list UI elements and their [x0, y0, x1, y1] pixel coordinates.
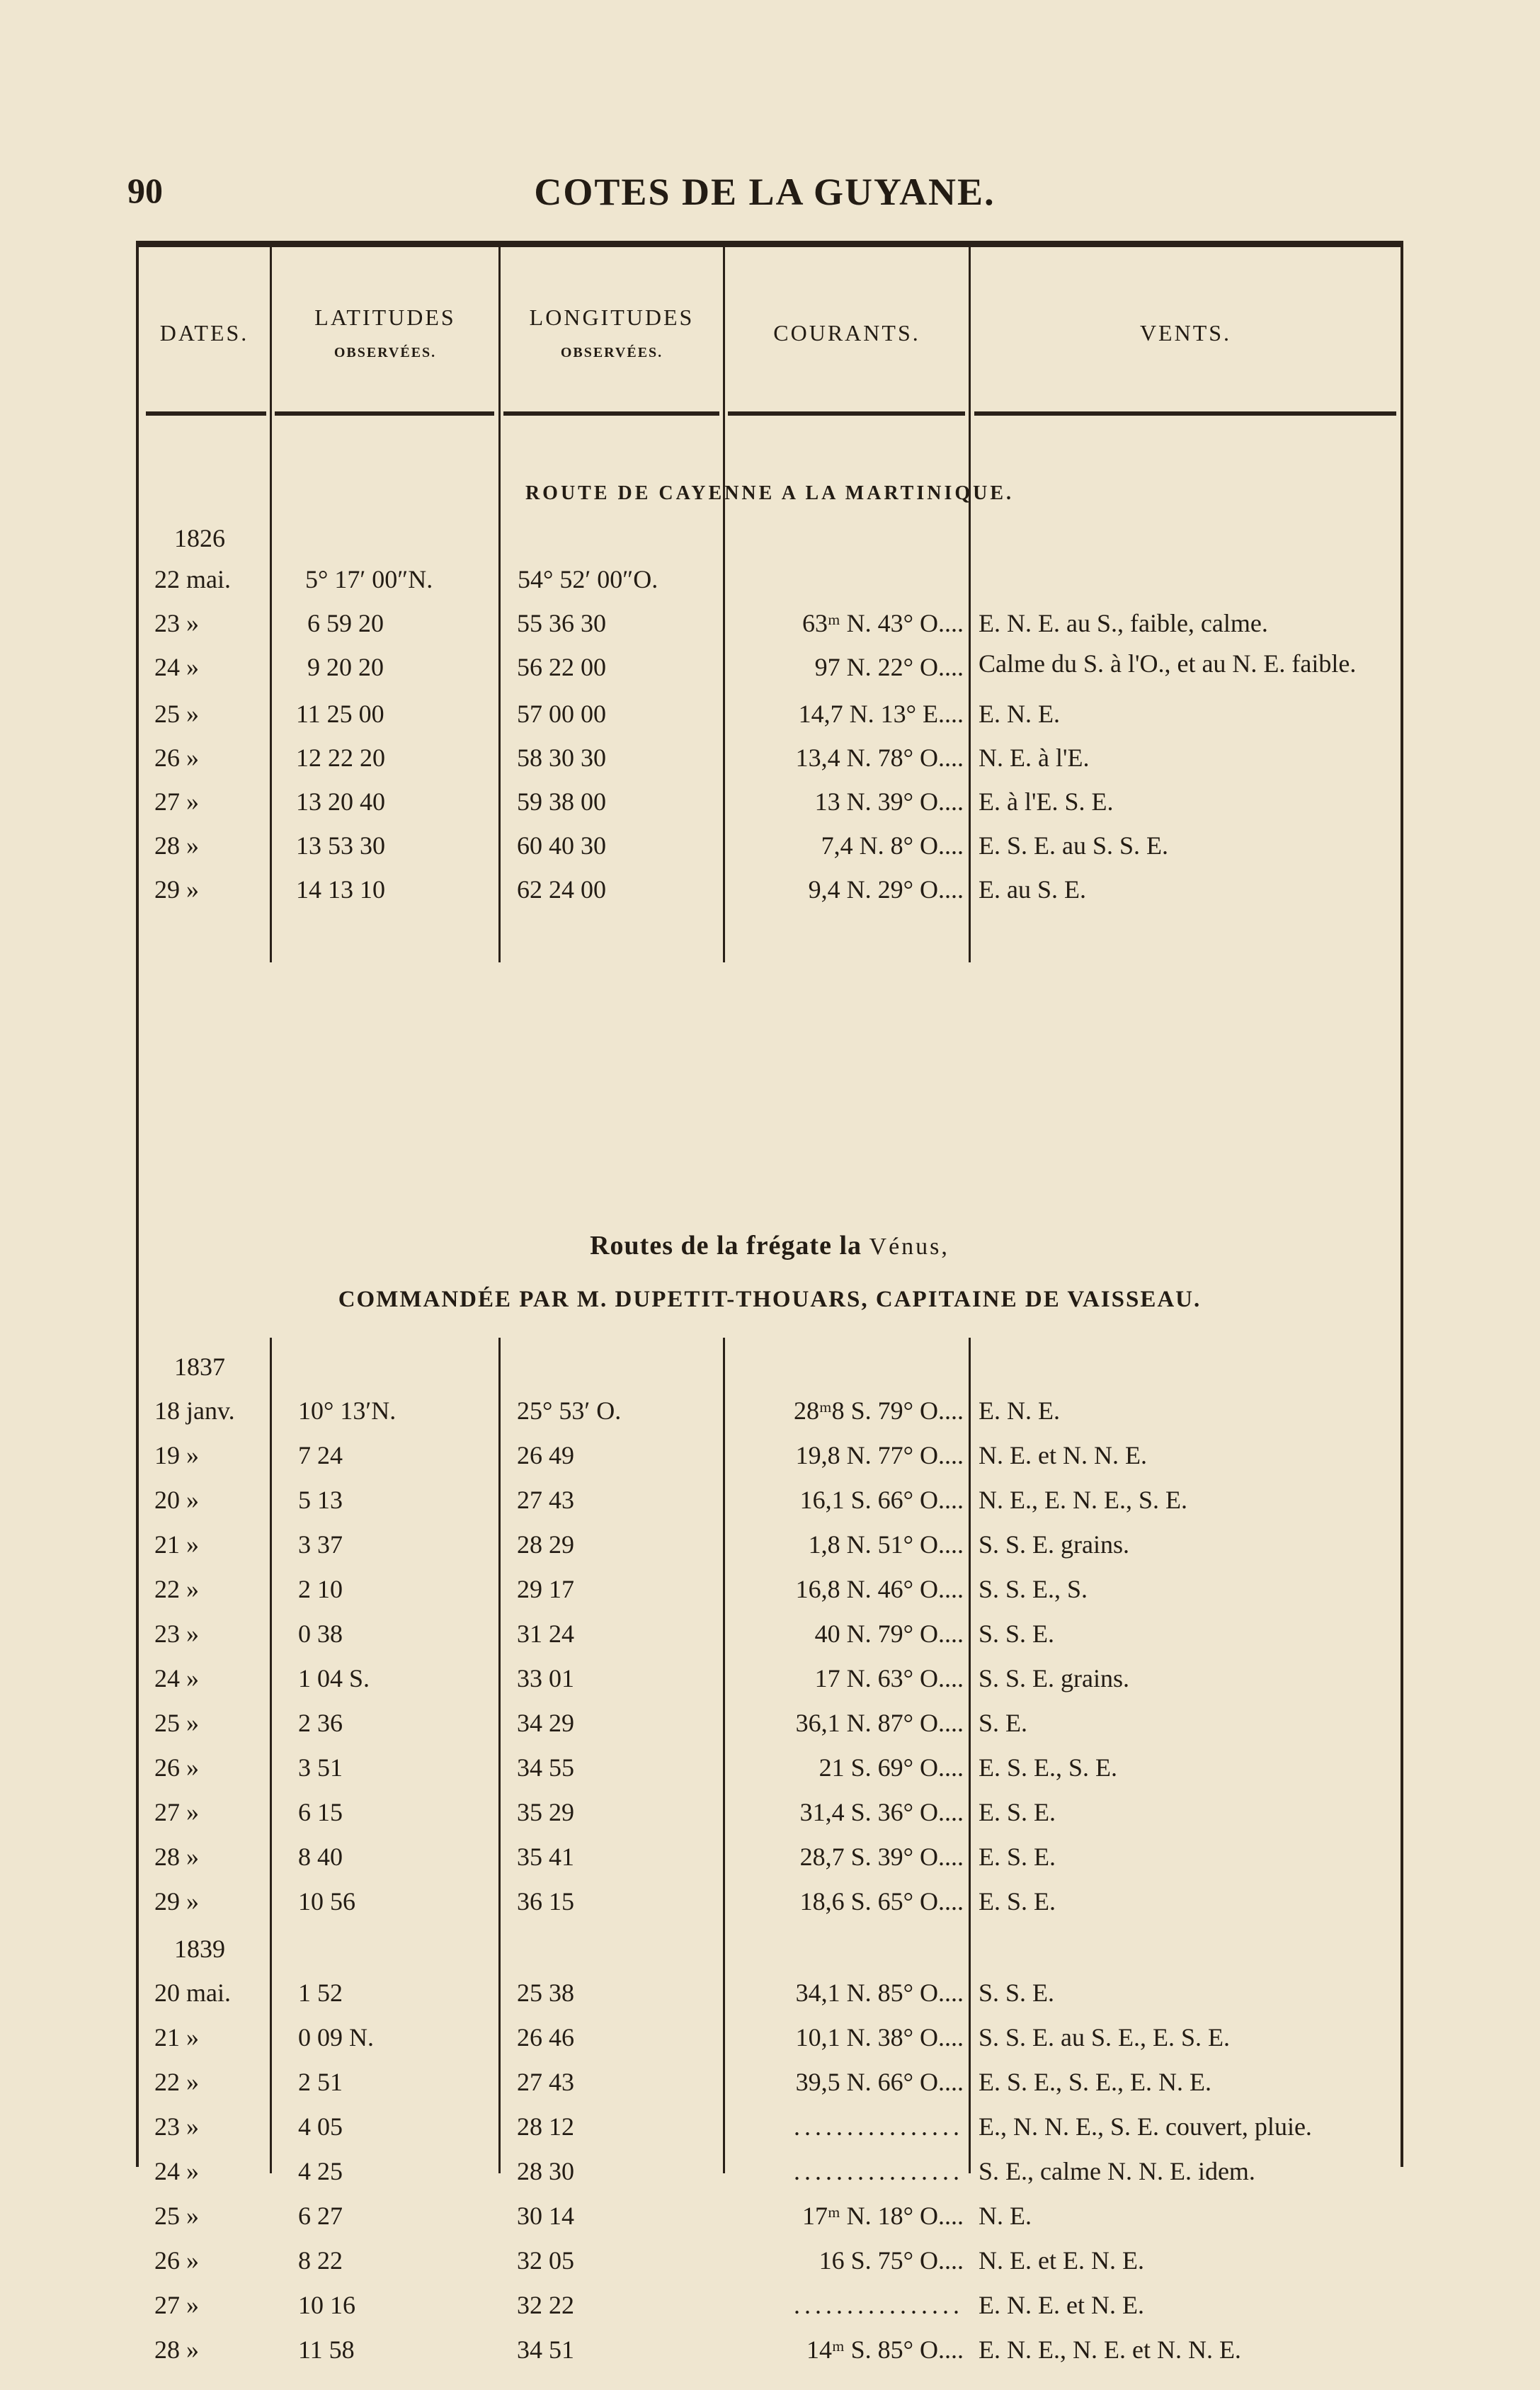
date-cell: 29 »: [154, 1887, 199, 1916]
data-table: [136, 241, 1403, 2364]
longitude-cell: 25° 53′ O.: [517, 1396, 622, 1425]
table-row: [139, 787, 1401, 829]
table-row: [139, 875, 1401, 917]
longitude-cell: 35 29: [517, 1798, 574, 1826]
wind-cell: Calme du S. à l'O., et au N. E. faible.: [979, 649, 1357, 678]
wind-cell: S. S. E. grains.: [979, 1664, 1130, 1692]
date-cell: 20 »: [154, 1486, 199, 1514]
current-cell: 63ᵐ N. 43° O....: [802, 609, 964, 637]
table-row: [139, 699, 1401, 741]
longitude-cell: 56 22 00: [517, 653, 606, 681]
wind-cell: E. N. E.: [979, 700, 1060, 728]
date-cell: 28 »: [154, 1843, 199, 1871]
date-cell: 27 »: [154, 1798, 199, 1826]
date-cell: 28 »: [154, 831, 199, 860]
longitude-cell: 28 29: [517, 1530, 574, 1559]
header-longitudes: LONGITUDES OBSERVÉES.: [529, 305, 695, 360]
table-row: [139, 1485, 1401, 1527]
date-cell: 25 »: [154, 700, 199, 728]
date-cell: 23 »: [154, 2112, 199, 2141]
longitude-cell: 30 14: [517, 2202, 574, 2230]
date-cell: 18 janv.: [154, 1396, 235, 1425]
table-row: [139, 1797, 1401, 1840]
section-title-venus: [139, 1230, 1401, 1261]
wind-cell: E. N. E.: [979, 1396, 1060, 1425]
longitude-cell: 35 41: [517, 1843, 574, 1871]
latitude-cell: 0 09 N.: [298, 2023, 374, 2052]
current-cell: 14,7 N. 13° E....: [798, 700, 964, 728]
current-cell: 9,4 N. 29° O....: [808, 875, 964, 904]
current-cell: 18,6 S. 65° O....: [799, 1887, 964, 1916]
date-cell: 24 »: [154, 653, 199, 681]
longitude-cell: 32 05: [517, 2246, 574, 2275]
table-row: [139, 564, 1401, 607]
table-row: [139, 1708, 1401, 1751]
longitude-cell: 58 30 30: [517, 744, 606, 772]
longitude-cell: 36 15: [517, 1887, 574, 1916]
longitude-cell: 62 24 00: [517, 875, 606, 904]
longitude-cell: 31 24: [517, 1620, 574, 1648]
latitude-cell: 9 20 20: [307, 653, 384, 681]
wind-cell: E. N. E., N. E. et N. N. E.: [979, 2335, 1241, 2364]
table-row: [139, 2156, 1401, 2199]
latitude-cell: 10 16: [298, 2291, 355, 2319]
date-cell: 22 »: [154, 1575, 199, 1603]
date-cell: 23 »: [154, 609, 199, 637]
date-cell: 27 »: [154, 2291, 199, 2319]
latitude-cell: 7 24: [298, 1441, 343, 1469]
current-cell: 19,8 N. 77° O....: [795, 1441, 964, 1469]
latitude-cell: 8 40: [298, 1843, 343, 1871]
table-row: [139, 2335, 1401, 2377]
latitude-cell: 14 13 10: [296, 875, 385, 904]
date-cell: 21 »: [154, 1530, 199, 1559]
header-rule: [275, 411, 494, 416]
current-cell: 1,8 N. 51° O....: [808, 1530, 964, 1559]
longitude-cell: 59 38 00: [517, 787, 606, 816]
longitude-cell: 25 38: [517, 1979, 574, 2007]
wind-cell: E. S. E., S. E.: [979, 1753, 1118, 1782]
table-row: [139, 1530, 1401, 1572]
header-vents: VENTS.: [1139, 319, 1232, 346]
wind-cell: N. E. à l'E.: [979, 744, 1090, 772]
section-title-venus-main: Routes de la frégate la: [590, 1231, 869, 1261]
longitude-cell: 29 17: [517, 1575, 574, 1603]
current-cell: ................: [794, 2157, 964, 2185]
latitude-cell: 4 25: [298, 2157, 343, 2185]
latitude-cell: 2 51: [298, 2068, 343, 2096]
wind-cell: S. S. E.: [979, 1620, 1055, 1648]
table-header: [139, 247, 1401, 419]
latitude-cell: 12 22 20: [296, 744, 385, 772]
latitude-cell: 2 36: [298, 1709, 343, 1737]
header-courants: COURANTS.: [773, 319, 920, 346]
table-row: [139, 1440, 1401, 1483]
longitude-cell: 28 12: [517, 2112, 574, 2141]
wind-cell: E. S. E., S. E., E. N. E.: [979, 2068, 1211, 2096]
wind-cell: E. N. E. au S., faible, calme.: [979, 609, 1268, 637]
date-cell: 20 mai.: [154, 1979, 231, 2007]
latitude-cell: 10 56: [298, 1887, 355, 1916]
table-row: [139, 831, 1401, 873]
date-cell: 22 mai.: [154, 565, 231, 593]
current-cell: 17 N. 63° O....: [814, 1664, 964, 1692]
current-cell: 34,1 N. 85° O....: [795, 1979, 964, 2007]
wind-cell: E. S. E.: [979, 1843, 1056, 1871]
latitude-cell: 4 05: [298, 2112, 343, 2141]
longitude-cell: 60 40 30: [517, 831, 606, 860]
wind-cell: S. S. E. au S. E., E. S. E.: [979, 2023, 1231, 2052]
latitude-cell: 8 22: [298, 2246, 343, 2275]
date-cell: 26 »: [154, 744, 199, 772]
latitude-cell: 13 20 40: [296, 787, 385, 816]
longitude-cell: 34 51: [517, 2335, 574, 2364]
current-cell: 28ᵐ8 S. 79° O....: [793, 1396, 964, 1425]
wind-cell: S. S. E.: [979, 1979, 1055, 2007]
longitude-cell: 28 30: [517, 2157, 574, 2185]
latitude-cell: 0 38: [298, 1620, 343, 1648]
wind-cell: E. S. E.: [979, 1798, 1056, 1826]
current-cell: 16,8 N. 46° O....: [795, 1575, 964, 1603]
latitude-cell: 2 10: [298, 1575, 343, 1603]
latitude-cell: 13 53 30: [296, 831, 385, 860]
wind-cell: N. E.: [979, 2202, 1032, 2230]
date-cell: 23 »: [154, 1620, 199, 1648]
table-row: [139, 2112, 1401, 2154]
wind-cell: E. S. E.: [979, 1887, 1056, 1916]
date-cell: 27 »: [154, 787, 199, 816]
latitude-cell: 6 27: [298, 2202, 343, 2230]
longitude-cell: 26 46: [517, 2023, 574, 2052]
latitude-cell: 11 58: [298, 2335, 355, 2364]
current-cell: 31,4 S. 36° O....: [799, 1798, 964, 1826]
table-row: [139, 2290, 1401, 2333]
wind-cell: E. à l'E. S. E.: [979, 787, 1114, 816]
current-cell: 39,5 N. 66° O....: [795, 2068, 964, 2096]
current-cell: 16,1 S. 66° O....: [799, 1486, 964, 1514]
current-cell: 21 S. 69° O....: [819, 1753, 964, 1782]
header-rule: [146, 411, 266, 416]
latitude-cell: 1 52: [298, 1979, 343, 2007]
table-row: [139, 1574, 1401, 1617]
longitude-cell: 34 55: [517, 1753, 574, 1782]
date-cell: 25 »: [154, 1709, 199, 1737]
current-cell: 36,1 N. 87° O....: [795, 1709, 964, 1737]
header-rule: [728, 411, 965, 416]
table-row: [139, 1663, 1401, 1706]
longitude-cell: 27 43: [517, 1486, 574, 1514]
latitude-cell: 11 25 00: [296, 700, 384, 728]
longitude-cell: 55 36 30: [517, 609, 606, 637]
wind-cell: N. E. et N. N. E.: [979, 1441, 1147, 1469]
latitude-cell: 5 13: [298, 1486, 343, 1514]
table-row: [139, 2067, 1401, 2110]
ship-name: Vénus,: [869, 1234, 949, 1260]
date-cell: 24 »: [154, 1664, 199, 1692]
current-cell: ................: [794, 2291, 964, 2319]
latitude-cell: 1 04 S.: [298, 1664, 370, 1692]
latitude-cell: 5° 17′ 00″N.: [305, 565, 433, 593]
current-cell: 97 N. 22° O....: [814, 653, 964, 681]
table-row: [139, 743, 1401, 785]
latitude-cell: 6 15: [298, 1798, 343, 1826]
wind-cell: S. E.: [979, 1709, 1028, 1737]
table-row: [139, 1842, 1401, 1884]
current-cell: 40 N. 79° O....: [814, 1620, 964, 1648]
current-cell: 28,7 S. 39° O....: [799, 1843, 964, 1871]
table-row: [139, 1619, 1401, 1661]
table-row: [139, 608, 1401, 651]
date-cell: 28 »: [154, 2335, 199, 2364]
table-row: [139, 1396, 1401, 1438]
longitude-cell: 33 01: [517, 1664, 574, 1692]
page-number: 90: [127, 171, 163, 210]
wind-cell: S. E., calme N. N. E. idem.: [979, 2157, 1255, 2185]
page-header: [127, 170, 1402, 220]
table-row: [139, 1978, 1401, 2020]
date-cell: 25 »: [154, 2202, 199, 2230]
current-cell: 16 S. 75° O....: [819, 2246, 964, 2275]
wind-cell: N. E. et E. N. E.: [979, 2246, 1144, 2275]
latitude-cell: 3 37: [298, 1530, 343, 1559]
longitude-cell: 27 43: [517, 2068, 574, 2096]
header-rule: [974, 411, 1396, 416]
current-cell: 10,1 N. 38° O....: [795, 2023, 964, 2052]
date-cell: 21 »: [154, 2023, 199, 2052]
longitude-cell: 32 22: [517, 2291, 574, 2319]
date-cell: 26 »: [154, 2246, 199, 2275]
current-cell: 13,4 N. 78° O....: [795, 744, 964, 772]
longitude-cell: 54° 52′ 00″O.: [518, 565, 658, 593]
current-cell: 7,4 N. 8° O....: [821, 831, 964, 860]
wind-cell: S. S. E. grains.: [979, 1530, 1130, 1559]
wind-cell: E., N. N. E., S. E. couvert, pluie.: [979, 2112, 1312, 2141]
current-cell: ................: [794, 2112, 964, 2141]
longitude-cell: 26 49: [517, 1441, 574, 1469]
table-row: [139, 1753, 1401, 1795]
date-cell: 29 »: [154, 875, 199, 904]
latitude-cell: 6 59 20: [307, 609, 384, 637]
wind-cell: E. S. E. au S. S. E.: [979, 831, 1169, 860]
date-cell: 26 »: [154, 1753, 199, 1782]
date-cell: 19 »: [154, 1441, 199, 1469]
section-subtitle-commander: COMMANDÉE PAR M. DUPETIT-THOUARS, CAPITAINE DE VAISSEAU.: [338, 1287, 1202, 1312]
running-title: COTES DE LA GUYANE.: [534, 171, 996, 213]
year-label: 1839: [174, 1935, 225, 1963]
latitude-cell: 10° 13′N.: [298, 1396, 397, 1425]
current-cell: 13 N. 39° O....: [814, 787, 964, 816]
wind-cell: E. au S. E.: [979, 875, 1086, 904]
wind-cell: E. N. E. et N. E.: [979, 2291, 1144, 2319]
header-dates: DATES.: [159, 319, 249, 346]
current-cell: 17ᵐ N. 18° O....: [802, 2202, 964, 2230]
table-row: [139, 1887, 1401, 1929]
wind-cell: S. S. E., S.: [979, 1575, 1088, 1603]
table-row: [139, 2201, 1401, 2243]
table-row: [139, 2022, 1401, 2065]
current-cell: 14ᵐ S. 85° O....: [806, 2335, 964, 2364]
latitude-cell: 3 51: [298, 1753, 343, 1782]
wind-cell: N. E., E. N. E., S. E.: [979, 1486, 1187, 1514]
date-cell: 24 »: [154, 2157, 199, 2185]
section-title-cayenne: ROUTE DE CAYENNE A LA MARTINIQUE.: [525, 482, 1015, 504]
header-rule: [503, 411, 719, 416]
longitude-cell: 57 00 00: [517, 700, 606, 728]
longitude-cell: 34 29: [517, 1709, 574, 1737]
header-latitudes: LATITUDES OBSERVÉES.: [314, 305, 456, 360]
date-cell: 22 »: [154, 2068, 199, 2096]
year-label: 1837: [174, 1353, 225, 1381]
table-row: [139, 2246, 1401, 2288]
year-label: 1826: [174, 524, 225, 552]
